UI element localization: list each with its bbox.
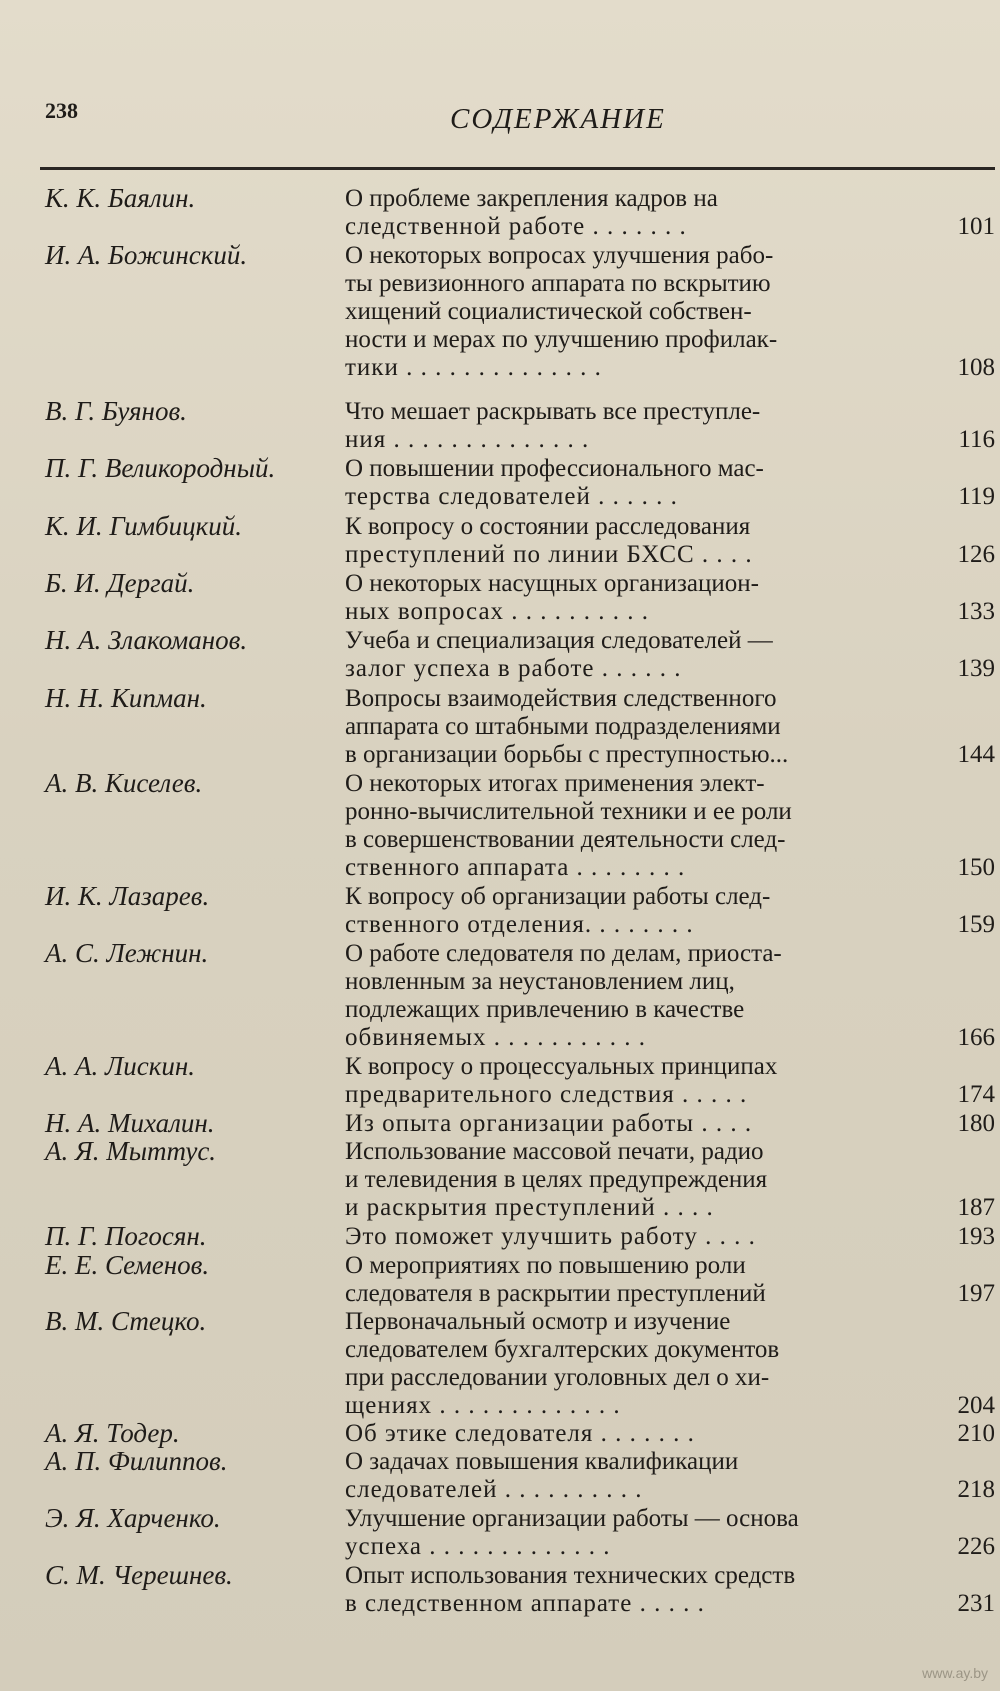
toc-author: А. А. Лискин. <box>45 1051 196 1081</box>
toc-author: А. В. Киселев. <box>45 768 203 798</box>
toc-title <box>345 513 905 569</box>
toc-title-line: Что мешает раскрывать все преступле- <box>345 398 761 425</box>
toc-author: А. Я. Мыттус. <box>45 1136 217 1166</box>
toc-title-line: ных вопросах . . . . . . . . . . <box>345 598 650 625</box>
toc-title-line: Первоначальный осмотр и изучение <box>345 1308 731 1335</box>
toc-page-number: 226 <box>957 1533 995 1560</box>
toc-author: П. Г. Погосян. <box>45 1221 207 1251</box>
toc-title-line: Учеба и специализация следователей — <box>345 627 773 654</box>
toc-title-line: О некоторых итогах применения элект- <box>345 770 765 797</box>
toc-title-line: новленным за неустановлением лиц, <box>345 968 735 995</box>
toc-title-line: щениях . . . . . . . . . . . . . <box>345 1392 621 1419</box>
toc-title-line: О некоторых вопросах улучшения рабо- <box>345 242 774 269</box>
toc-page-number: 218 <box>957 1476 995 1503</box>
toc-title-line: хищений социалистической собствен- <box>345 298 752 325</box>
toc-title-line: преступлений по линии БХСС . . . . <box>345 541 753 568</box>
toc-title <box>345 570 905 626</box>
toc-title <box>345 685 905 769</box>
toc-page-number: 159 <box>957 911 995 938</box>
toc-author: Н. А. Михалин. <box>45 1108 215 1138</box>
toc-page-number: 144 <box>957 741 995 768</box>
toc-title-line: и телевидения в целях предупреждения <box>345 1166 768 1193</box>
toc-title <box>345 1448 905 1504</box>
toc-title <box>345 398 905 454</box>
toc-title <box>345 770 905 882</box>
toc-page-number: 133 <box>957 598 995 625</box>
toc-title-line: тики . . . . . . . . . . . . . . <box>345 354 602 381</box>
toc-title-line: обвиняемых . . . . . . . . . . . <box>345 1024 646 1051</box>
toc-title <box>345 242 905 382</box>
toc-page-number: 197 <box>957 1280 995 1307</box>
toc-page-number: 139 <box>957 655 995 682</box>
toc-page-number: 193 <box>957 1223 995 1250</box>
toc-title-line: в следственном аппарате . . . . . <box>345 1590 705 1617</box>
toc-author: И. К. Лазарев. <box>45 881 210 911</box>
toc-title-line: ственного отделения. . . . . . . . <box>345 911 694 938</box>
toc-title <box>345 455 905 511</box>
toc-author: А. С. Лежнин. <box>45 938 209 968</box>
toc-title <box>345 1252 905 1308</box>
toc-title-line: Об этике следователя . . . . . . . <box>345 1420 695 1447</box>
toc-author: К. К. Баялин. <box>45 183 196 213</box>
toc-title-line: Это поможет улучшить работу . . . . <box>345 1223 756 1250</box>
toc-author: С. М. Черешнев. <box>45 1560 233 1590</box>
toc-page-number: 210 <box>957 1420 995 1447</box>
toc-title <box>345 1420 905 1448</box>
toc-page-number: 126 <box>957 541 995 568</box>
toc-title-line: ности и мерах по улучшению профилак- <box>345 326 778 353</box>
toc-title-line: залог успеха в работе . . . . . . <box>345 655 682 682</box>
toc-author: Е. Е. Семенов. <box>45 1250 210 1280</box>
toc-title <box>345 1223 905 1251</box>
toc-title <box>345 1053 905 1109</box>
page-title: СОДЕРЖАНИЕ <box>450 103 666 135</box>
toc-title <box>345 1110 905 1138</box>
toc-author: П. Г. Великородный. <box>45 453 276 483</box>
toc-title-line: О некоторых насущных организацион- <box>345 570 759 597</box>
toc-page-number: 119 <box>958 483 995 510</box>
toc-title-line: подлежащих привлечению в качестве <box>345 996 745 1023</box>
toc-title-line: следственной работе . . . . . . . <box>345 213 687 240</box>
toc-title-line: К вопросу о процессуальных принципах <box>345 1053 778 1080</box>
toc-title-line: и раскрытия преступлений . . . . <box>345 1194 714 1221</box>
toc-title-line: предварительного следствия . . . . . <box>345 1081 748 1108</box>
toc-title <box>345 1308 905 1420</box>
toc-title-line: К вопросу об организации работы след- <box>345 883 771 910</box>
toc-title <box>345 1562 905 1618</box>
toc-title-line: терства следователей . . . . . . <box>345 483 678 510</box>
toc-title-line: ты ревизионного аппарата по вскрытию <box>345 270 771 297</box>
toc-title-line: в совершенствовании деятельности след- <box>345 826 786 853</box>
toc-author: И. А. Божинский. <box>45 240 248 270</box>
toc-title-line: Опыт использования технических средств <box>345 1562 796 1589</box>
toc-title-line: О мероприятиях по повышению роли <box>345 1252 746 1279</box>
toc-title-line: при расследовании уголовных дел о хи- <box>345 1364 770 1391</box>
toc-title-line: О проблеме закрепления кадров на <box>345 185 718 212</box>
toc-page-number: 166 <box>957 1024 995 1051</box>
toc-page-number: 116 <box>958 426 995 453</box>
toc-title-line: в организации борьбы с преступностью... <box>345 741 789 768</box>
toc-page-number: 101 <box>957 213 995 240</box>
toc-author: В. М. Стецко. <box>45 1306 207 1336</box>
toc-title-line: Использование массовой печати, радио <box>345 1138 764 1165</box>
header-rule <box>40 167 995 170</box>
watermark: www.ay.by <box>922 1665 988 1681</box>
toc-title-line: О работе следователя по делам, приоста- <box>345 940 782 967</box>
toc-author: Б. И. Дергай. <box>45 568 195 598</box>
toc-title-line: ственного аппарата . . . . . . . . <box>345 854 686 881</box>
toc-author: В. Г. Буянов. <box>45 396 187 426</box>
toc-title <box>345 1505 905 1561</box>
toc-page-number: 174 <box>957 1081 995 1108</box>
toc-author: Н. А. Злакоманов. <box>45 625 248 655</box>
toc-title-line: Из опыта организации работы . . . . <box>345 1110 753 1137</box>
toc-page-number: 187 <box>957 1194 995 1221</box>
page-number: 238 <box>45 98 78 123</box>
toc-title <box>345 627 905 683</box>
toc-title-line: следователей . . . . . . . . . . <box>345 1476 643 1503</box>
toc-title <box>345 883 905 939</box>
toc-title-line: К вопросу о состоянии расследования <box>345 513 751 540</box>
toc-title-line: следователем бухгалтерских документов <box>345 1336 780 1363</box>
toc-author: А. П. Филиппов. <box>45 1446 228 1476</box>
toc-page-number: 204 <box>957 1392 995 1419</box>
toc-title-line: ронно-вычислительной техники и ее роли <box>345 798 792 825</box>
toc-page-number: 180 <box>957 1110 995 1137</box>
toc-page-number: 150 <box>957 854 995 881</box>
toc-title-line: следователя в раскрытии преступлений <box>345 1280 766 1307</box>
toc-author: Э. Я. Харченко. <box>45 1503 221 1533</box>
toc-author: Н. Н. Кипман. <box>45 683 207 713</box>
toc-page-number: 231 <box>957 1590 995 1617</box>
toc-author: К. И. Гимбицкий. <box>45 511 242 541</box>
toc-title-line: Улучшение организации работы — основа <box>345 1505 799 1532</box>
toc-title-line: успеха . . . . . . . . . . . . . <box>345 1533 611 1560</box>
toc-title-line: О задачах повышения квалификации <box>345 1448 739 1475</box>
toc-title <box>345 185 905 241</box>
toc-title <box>345 1138 905 1222</box>
toc-title <box>345 940 905 1052</box>
toc-title-line: О повышении профессионального мас- <box>345 455 764 482</box>
toc-title-line: ния . . . . . . . . . . . . . . <box>345 426 590 453</box>
toc-title-line: Вопросы взаимодействия следственного <box>345 685 777 712</box>
toc-author: А. Я. Тодер. <box>45 1418 180 1448</box>
toc-page-number: 108 <box>957 354 995 381</box>
toc-title-line: аппарата со штабными подразделениями <box>345 713 781 740</box>
